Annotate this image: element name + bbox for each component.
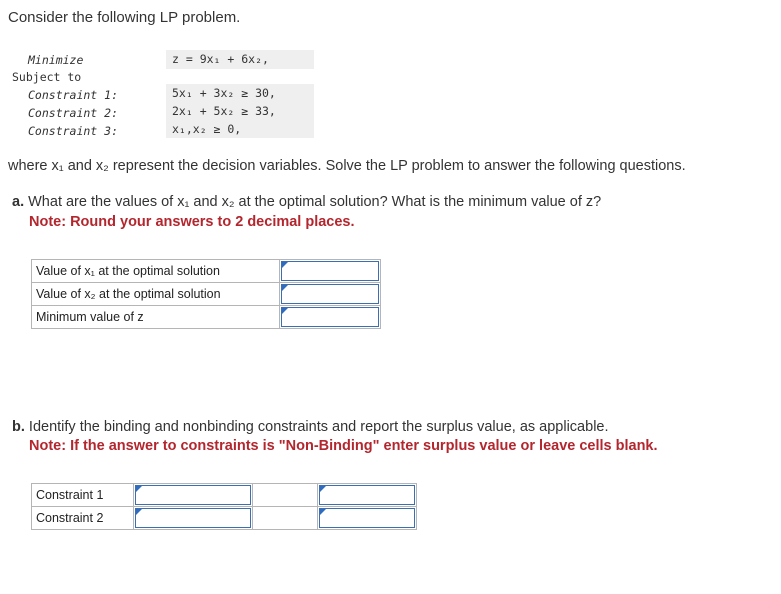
- table-row: [32, 484, 417, 507]
- input-marker-icon: [320, 486, 326, 492]
- objective-function: z = 9x₁ + 6x₂,: [166, 50, 314, 69]
- z-value-cell[interactable]: [280, 306, 381, 329]
- subject-to-label: Subject to: [12, 70, 82, 84]
- constraint-2-row-label: Constraint 2: [32, 507, 134, 530]
- z-row-label: Minimum value of z: [32, 306, 280, 329]
- constraint-3-expr: x₁,x₂ ≥ 0,: [166, 120, 314, 138]
- x1-value-input[interactable]: [281, 261, 379, 281]
- input-marker-icon: [282, 285, 288, 291]
- input-marker-icon: [282, 262, 288, 268]
- part-b-question: [12, 419, 609, 435]
- constraint-1-surplus-input[interactable]: [319, 485, 415, 505]
- table-row: [32, 306, 381, 329]
- constraint-3-label: Constraint 3:: [28, 124, 119, 138]
- part-a-note: Note: Round your answers to 2 decimal places.: [29, 214, 355, 230]
- constraint-2-blank-cell: [253, 507, 318, 530]
- part-a-question-text: What are the values of x₁ and x₂ at the optimal solution? What is the minimum value of z?: [28, 194, 602, 210]
- part-b-note: Note: If the answer to constraints is "Non-Binding" enter surplus value or leave cells blank.: [29, 438, 658, 454]
- part-b-answer-table: [31, 483, 417, 530]
- part-b-question-text: Identify the binding and nonbinding constraints and report the surplus value, as applicable.: [28, 419, 609, 435]
- constraint-2-status-cell[interactable]: [134, 507, 253, 530]
- input-marker-icon: [282, 308, 288, 314]
- constraint-2-label: Constraint 2:: [28, 106, 119, 120]
- part-b-letter: b.: [12, 419, 25, 435]
- constraint-1-surplus-cell[interactable]: [318, 484, 417, 507]
- minimize-label: Minimize: [28, 53, 84, 67]
- constraint-1-label: Constraint 1:: [28, 88, 119, 102]
- constraint-1-blank-cell: [253, 484, 318, 507]
- input-marker-icon: [136, 486, 142, 492]
- constraint-2-status-select[interactable]: [135, 508, 251, 528]
- x2-row-label: Value of x₂ at the optimal solution: [32, 283, 280, 306]
- table-row: [32, 260, 381, 283]
- x1-row-label: Value of x₁ at the optimal solution: [32, 260, 280, 283]
- table-row: [32, 507, 417, 530]
- x2-value-cell[interactable]: [280, 283, 381, 306]
- constraint-2-surplus-cell[interactable]: [318, 507, 417, 530]
- part-a-question: [12, 194, 601, 210]
- z-value-input[interactable]: [281, 307, 379, 327]
- constraint-1-row-label: Constraint 1: [32, 484, 134, 507]
- input-marker-icon: [320, 509, 326, 515]
- constraint-1-status-select[interactable]: [135, 485, 251, 505]
- part-a-letter: a.: [12, 194, 25, 210]
- constraint-2-expr: 2x₁ + 5x₂ ≥ 33,: [166, 102, 314, 120]
- constraint-1-expr: 5x₁ + 3x₂ ≥ 30,: [166, 84, 314, 102]
- where-text: where x₁ and x₂ represent the decision variables. Solve the LP problem to answer the following questions.: [8, 158, 686, 174]
- x1-value-cell[interactable]: [280, 260, 381, 283]
- x2-value-input[interactable]: [281, 284, 379, 304]
- part-a-answer-table: [31, 259, 381, 329]
- constraint-2-surplus-input[interactable]: [319, 508, 415, 528]
- constraint-1-status-cell[interactable]: [134, 484, 253, 507]
- table-row: [32, 283, 381, 306]
- intro-text: Consider the following LP problem.: [8, 9, 241, 26]
- input-marker-icon: [136, 509, 142, 515]
